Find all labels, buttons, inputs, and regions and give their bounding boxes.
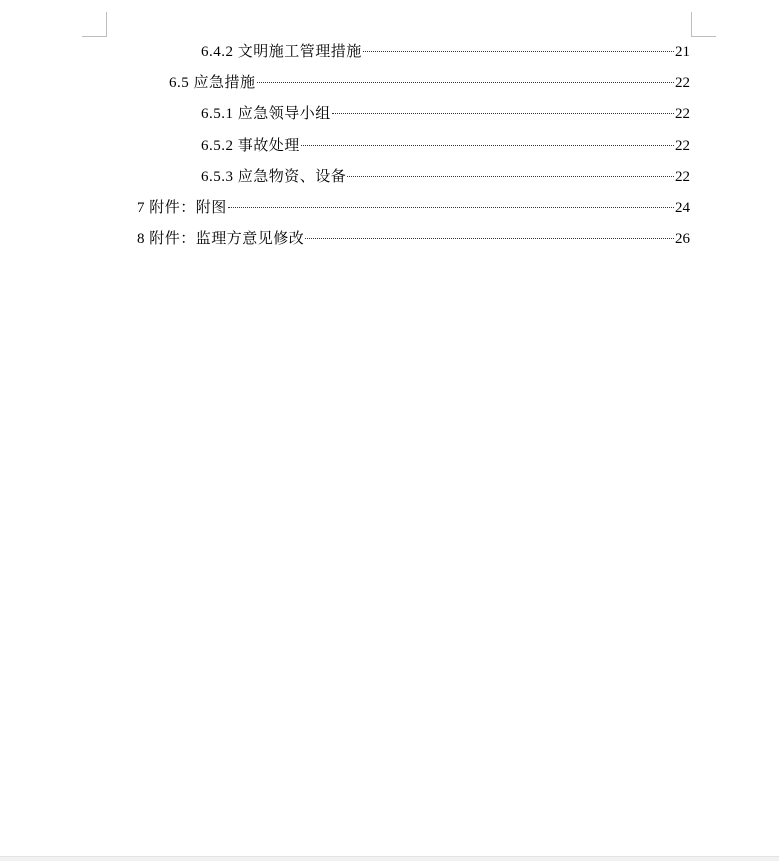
toc-entry[interactable] bbox=[169, 71, 690, 95]
toc-page-number: 22 bbox=[675, 169, 690, 185]
toc-entry[interactable] bbox=[201, 40, 690, 64]
toc-dot-leader bbox=[332, 113, 674, 114]
toc-entry[interactable] bbox=[137, 196, 690, 220]
toc-dot-leader bbox=[228, 207, 674, 208]
toc-entry-label: 8 附件：监理方意见修改 bbox=[137, 231, 305, 247]
toc-entry-label: 6.5 应急措施 bbox=[169, 75, 256, 91]
toc-page-number: 22 bbox=[675, 75, 690, 91]
toc-dot-leader bbox=[363, 51, 674, 52]
toc-entry-label: 6.5.1 应急领导小组 bbox=[201, 106, 331, 122]
toc-dot-leader bbox=[347, 176, 674, 177]
toc-entry-label: 6.4.2 文明施工管理措施 bbox=[201, 44, 362, 60]
toc-page-number: 21 bbox=[675, 44, 690, 60]
toc-entry-label: 7 附件：附图 bbox=[137, 200, 227, 216]
page-corner-mark-top-left bbox=[82, 12, 107, 37]
toc-page-number: 26 bbox=[675, 231, 690, 247]
toc-entry[interactable] bbox=[201, 102, 690, 126]
toc-entry[interactable] bbox=[137, 227, 690, 251]
toc-dot-leader bbox=[301, 145, 674, 146]
toc-entry[interactable] bbox=[201, 134, 690, 158]
toc-entry-label: 6.5.3 应急物资、设备 bbox=[201, 169, 347, 185]
toc-page-number: 22 bbox=[675, 138, 690, 154]
toc-page-number: 22 bbox=[675, 106, 690, 122]
page-bottom-edge bbox=[0, 856, 779, 861]
toc-dot-leader bbox=[305, 238, 674, 239]
toc-dot-leader bbox=[257, 82, 674, 83]
toc-entry-label: 6.5.2 事故处理 bbox=[201, 138, 300, 154]
toc-page-number: 24 bbox=[675, 200, 690, 216]
toc-entry[interactable] bbox=[201, 165, 690, 189]
page-corner-mark-top-right bbox=[691, 12, 716, 37]
